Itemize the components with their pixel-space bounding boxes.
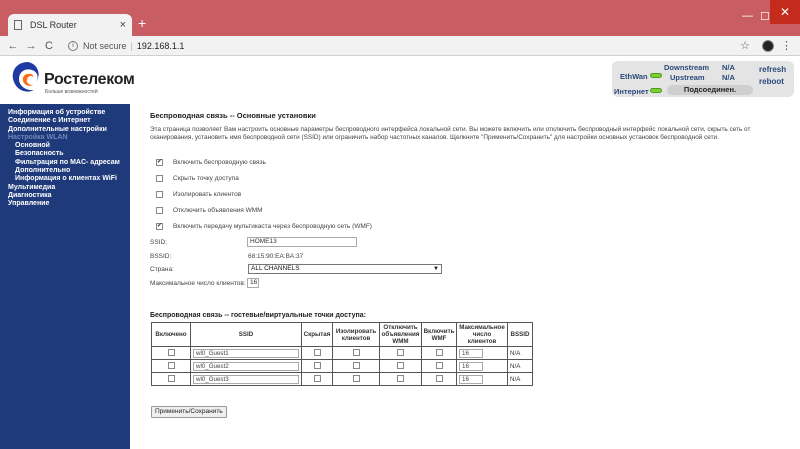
browser-toolbar: ← → C i Not secure | 192.168.1.1 ☆ ⋮: [0, 36, 800, 56]
back-icon[interactable]: ←: [7, 39, 19, 52]
enable-wireless-checkbox[interactable]: [156, 159, 163, 166]
guest-hidden-checkbox[interactable]: [314, 362, 321, 369]
browser-menu-icon[interactable]: ⋮: [781, 40, 792, 52]
header-bssid: BSSID: [508, 323, 533, 347]
isolate-clients-checkbox[interactable]: [156, 191, 163, 198]
ssid-input[interactable]: HOME13: [247, 237, 357, 247]
new-tab-icon[interactable]: +: [138, 15, 147, 31]
option-disable-wmm[interactable]: [156, 207, 263, 214]
guest-bssid-value: N/A: [508, 360, 533, 373]
guest-disable-wmm-checkbox[interactable]: [397, 362, 404, 369]
guest-enable-wmf-checkbox[interactable]: [436, 362, 443, 369]
browser-tab-bar: [0, 0, 800, 36]
guest-ssid-input[interactable]: wl0_Guest1: [193, 349, 299, 358]
header-ssid: SSID: [191, 323, 302, 347]
sidebar-item-advanced-settings[interactable]: Дополнительные настройки: [8, 125, 107, 133]
ssid-label: SSID:: [150, 239, 167, 246]
header-hidden: Скрытая: [302, 323, 333, 347]
brand-name: Ростелеком: [44, 71, 135, 88]
security-label: Not secure: [83, 40, 127, 51]
reload-icon[interactable]: C: [45, 39, 53, 52]
max-clients-input[interactable]: 16: [247, 278, 259, 288]
page-description: Эта страница позволяет Вам настроить основные параметры беспроводного интерфейса локальной сети. Вы можете включить или отключить беспроводный интерфейс локальной сети, скрыть сеть от сканирования, установить имя беспроводной сети (SSID) или ограничить набор частотных каналов. Щелкните "Применить/Сохранить" для настройки основных установок беспроводной сети.: [150, 126, 751, 141]
connection-status-badge: Подсоединен.: [667, 85, 753, 95]
brand-slogan: Больше возможностей: [45, 89, 98, 95]
guest-isolate-checkbox[interactable]: [353, 375, 360, 382]
maximize-icon[interactable]: ☐: [760, 11, 770, 23]
sidebar-item-device-info[interactable]: Информация об устройстве: [8, 109, 106, 116]
option-enable-wireless[interactable]: [156, 159, 266, 166]
forward-icon[interactable]: →: [25, 39, 37, 52]
sidebar-item-internet-connection[interactable]: Соединение с Интернет: [8, 117, 91, 125]
sidebar-nav: [0, 104, 130, 449]
internet-led: [650, 88, 662, 93]
router-header: [0, 56, 800, 104]
profile-avatar[interactable]: [762, 40, 774, 52]
guest-enable-wmf-checkbox[interactable]: [436, 375, 443, 382]
header-disable-wmm: Отключить объявления WMM: [380, 323, 422, 347]
sidebar-item-security[interactable]: Безопасность: [15, 150, 64, 158]
guest-ssid-input[interactable]: wl0_Guest3: [193, 375, 299, 384]
hide-ap-checkbox[interactable]: [156, 175, 163, 182]
upstream-value: N/A: [722, 73, 735, 82]
sidebar-item-basic[interactable]: Основной: [15, 142, 50, 150]
minimize-icon[interactable]: —: [742, 10, 753, 22]
country-label: Страна:: [150, 266, 174, 273]
guest-max-clients-input[interactable]: 16: [459, 362, 483, 371]
document-icon: [14, 20, 22, 30]
guest-ssid-input[interactable]: wl0_Guest2: [193, 362, 299, 371]
sidebar-item-wlan-setup[interactable]: Настройка WLAN: [8, 133, 68, 141]
upstream-label: Upstream: [670, 73, 705, 82]
table-row: [152, 347, 533, 360]
internet-label: Интернет: [614, 87, 649, 96]
guest-enabled-checkbox[interactable]: [168, 375, 175, 382]
refresh-button[interactable]: refresh: [759, 65, 787, 74]
sidebar-item-mac-filter[interactable]: Фильтрация по MAC- адресам: [15, 158, 120, 166]
sidebar-item-multimedia[interactable]: Мультимедиа: [8, 183, 56, 191]
country-select[interactable]: [248, 264, 442, 274]
browser-tab[interactable]: [8, 14, 132, 36]
sidebar-item-management[interactable]: Управление: [8, 200, 50, 208]
bssid-value: 68:15:90:EA:BA:37: [248, 253, 304, 260]
guest-bssid-value: N/A: [508, 373, 533, 386]
guest-disable-wmm-checkbox[interactable]: [397, 375, 404, 382]
country-selected-value: ALL CHANNELS: [251, 265, 300, 272]
sidebar-item-wifi-clients[interactable]: Информация о клиентах WiFi: [15, 175, 117, 183]
guest-max-clients-input[interactable]: 16: [459, 375, 483, 384]
option-enable-wmf[interactable]: [156, 223, 372, 230]
header-isolate: Изолировать клиентов: [333, 323, 380, 347]
guest-isolate-checkbox[interactable]: [353, 349, 360, 356]
connection-status-panel: [612, 61, 794, 97]
guest-enabled-checkbox[interactable]: [168, 362, 175, 369]
sidebar-item-diagnostics[interactable]: Диагностика: [8, 191, 52, 199]
option-label: Отключить объявления WMM: [173, 207, 263, 214]
guest-hidden-checkbox[interactable]: [314, 375, 321, 382]
tab-close-icon[interactable]: ×: [119, 19, 126, 31]
downstream-label: Downstream: [664, 63, 710, 72]
guest-bssid-value: N/A: [508, 347, 533, 360]
ethwan-label: EthWan: [620, 72, 648, 81]
window-close-icon[interactable]: ✕: [770, 0, 800, 24]
guest-max-clients-input[interactable]: 16: [459, 349, 483, 358]
option-label: Скрыть точку доступа: [173, 175, 239, 182]
downstream-value: N/A: [722, 63, 735, 72]
option-isolate-clients[interactable]: [156, 191, 241, 198]
max-clients-label: Максимальное число клиентов:: [150, 280, 246, 287]
option-hide-ap[interactable]: [156, 175, 239, 182]
disable-wmm-checkbox[interactable]: [156, 207, 163, 214]
header-enable-wmf: Включить WMF: [422, 323, 457, 347]
enable-wmf-checkbox[interactable]: [156, 223, 163, 230]
bssid-label: BSSID:: [150, 253, 172, 260]
option-label: Включить передачу мультикаста через беспроводную сеть (WMF): [173, 223, 372, 230]
table-row: [152, 373, 533, 386]
address-bar[interactable]: 192.168.1.1: [136, 40, 185, 51]
bookmark-star-icon[interactable]: ☆: [740, 40, 750, 52]
guest-ap-title: Беспроводная связь -- гостевые/виртуальные точки доступа:: [150, 312, 366, 319]
rostelecom-logo-icon: [8, 60, 42, 96]
guest-enabled-checkbox[interactable]: [168, 349, 175, 356]
header-max-clients: Максимальное число клиентов: [457, 323, 508, 347]
option-label: Включить беспроводную связь: [173, 159, 266, 166]
apply-save-button[interactable]: Применить/Сохранить: [151, 406, 227, 418]
ethwan-led: [650, 73, 662, 78]
table-row: [152, 360, 533, 373]
page-title: Беспроводная связь -- Основные установки: [150, 111, 316, 120]
dropdown-arrow-icon: ▼: [433, 266, 439, 272]
guest-hidden-checkbox[interactable]: [314, 349, 321, 356]
sidebar-item-advanced[interactable]: Дополнительно: [15, 167, 71, 175]
guest-enable-wmf-checkbox[interactable]: [436, 349, 443, 356]
option-label: Изолировать клиентов: [173, 191, 242, 198]
info-icon[interactable]: i: [68, 41, 78, 51]
header-enabled: Включено: [152, 323, 191, 347]
reboot-button[interactable]: reboot: [759, 77, 784, 86]
guest-ap-table: [151, 322, 533, 386]
guest-isolate-checkbox[interactable]: [353, 362, 360, 369]
tab-title: DSL Router: [30, 20, 77, 30]
guest-disable-wmm-checkbox[interactable]: [397, 349, 404, 356]
